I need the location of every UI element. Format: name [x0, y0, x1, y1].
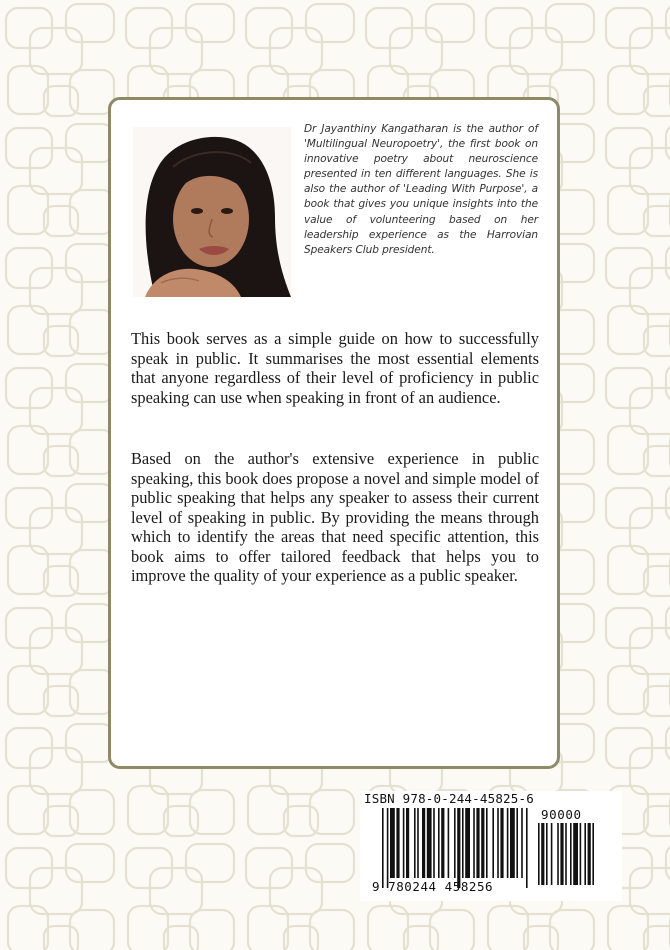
description-paragraph-1: This book serves as a simple guide on how to successfully speak in public. It summarises the most essential elements that anyone regardless of their level of proficiency in public speaking can use when speaking in front of an audience. — [131, 329, 539, 407]
isbn-label: ISBN 978-0-244-45825-6 — [364, 791, 534, 806]
description-paragraph-2: Based on the author's extensive experience in public speaking, this book does propose a novel and simple model of public speaking that helps any speaker to assess their current level of speaking in public. By providing the means through which to identify the areas that need specific attention, this book aims to offer tailored feedback that helps you to improve the quality of your experience as a public speaker. — [131, 449, 539, 585]
author-photo — [133, 127, 291, 297]
ean-digits: 9 780244 458256 — [372, 879, 494, 894]
author-bio: Dr Jayanthiny Kangatharan is the author of 'Multilingual Neuropoetry', the first book on innovative poetry about neuroscience presented in ten different languages. She is also the author of 'Leading With Purpose', a book that gives you unique insights into the value of volunteering based on her leadership experience as the Harrovian Speakers Club president. — [304, 123, 538, 256]
price-code: 90000 — [541, 807, 582, 822]
text-panel — [108, 97, 560, 769]
isbn-barcode — [360, 791, 622, 901]
